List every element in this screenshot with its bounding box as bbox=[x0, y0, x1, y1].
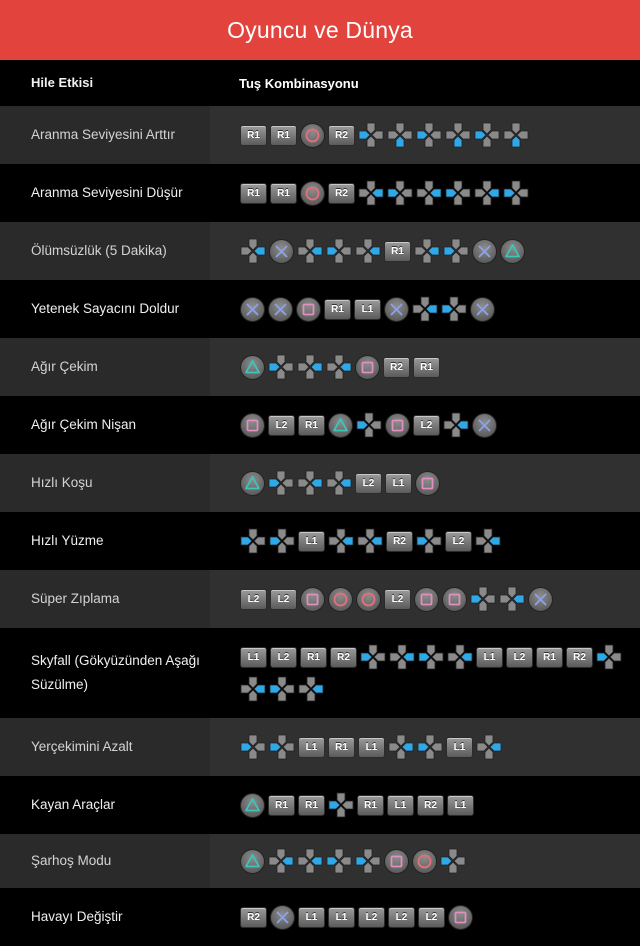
dpad-left-icon bbox=[326, 848, 352, 874]
l1-button-icon: L1 bbox=[446, 737, 473, 758]
l2-button-icon: L2 bbox=[268, 415, 295, 436]
table-row bbox=[0, 222, 640, 280]
dpad-left-icon bbox=[269, 734, 295, 760]
key-combination bbox=[210, 238, 640, 264]
dpad-left-icon bbox=[268, 354, 294, 380]
table-row bbox=[0, 834, 640, 888]
cross-button-icon bbox=[240, 297, 265, 322]
dpad-right-icon bbox=[416, 180, 442, 206]
square-button-icon bbox=[448, 905, 473, 930]
l1-button-icon: L1 bbox=[328, 907, 355, 928]
cheat-effect-label: Yetenek Sayacını Doldur bbox=[31, 301, 180, 316]
r2-button-icon: R2 bbox=[328, 125, 355, 146]
square-button-icon bbox=[414, 587, 439, 612]
cheat-effect-label: Süper Zıplama bbox=[31, 591, 120, 606]
r1-button-icon: R1 bbox=[298, 415, 325, 436]
r1-button-icon: R1 bbox=[270, 183, 297, 204]
table-header bbox=[0, 60, 640, 106]
cheat-effect-label: Şarhoş Modu bbox=[31, 853, 112, 868]
key-combination bbox=[210, 354, 640, 380]
l1-button-icon: L1 bbox=[298, 907, 325, 928]
square-button-icon bbox=[442, 587, 467, 612]
dpad-right-icon bbox=[447, 644, 473, 670]
l2-button-icon: L2 bbox=[418, 907, 445, 928]
key-combination bbox=[210, 180, 640, 206]
r1-button-icon: R1 bbox=[240, 125, 267, 146]
triangle-button-icon bbox=[240, 793, 265, 818]
square-button-icon bbox=[385, 413, 410, 438]
table-row bbox=[0, 396, 640, 454]
dpad-right-icon bbox=[297, 238, 323, 264]
dpad-right-icon bbox=[355, 238, 381, 264]
cheat-table bbox=[0, 106, 640, 946]
dpad-right-icon bbox=[357, 528, 383, 554]
table-row bbox=[0, 280, 640, 338]
dpad-left-icon bbox=[440, 848, 466, 874]
cheat-effect-label: Ağır Çekim Nişan bbox=[31, 417, 137, 432]
triangle-button-icon bbox=[328, 413, 353, 438]
dpad-right-icon bbox=[414, 238, 440, 264]
cross-button-icon bbox=[384, 297, 409, 322]
l1-button-icon: L1 bbox=[240, 647, 267, 668]
dpad-left-icon bbox=[240, 528, 266, 554]
r2-button-icon: R2 bbox=[417, 795, 444, 816]
table-row bbox=[0, 454, 640, 512]
cheat-effect-label: Ölümsüzlük (5 Dakika) bbox=[31, 243, 167, 258]
triangle-button-icon bbox=[240, 355, 265, 380]
key-combination bbox=[210, 848, 640, 874]
dpad-right-icon bbox=[476, 734, 502, 760]
dpad-left-icon bbox=[417, 734, 443, 760]
dpad-left-icon bbox=[445, 180, 471, 206]
dpad-right-icon bbox=[388, 734, 414, 760]
circle-button-icon bbox=[300, 123, 325, 148]
key-combination bbox=[210, 412, 640, 438]
key-combination bbox=[210, 528, 640, 554]
circle-button-icon bbox=[412, 849, 437, 874]
dpad-right-icon bbox=[499, 586, 525, 612]
key-combination bbox=[210, 122, 640, 148]
dpad-right-icon bbox=[297, 354, 323, 380]
square-button-icon bbox=[296, 297, 321, 322]
r1-button-icon: R1 bbox=[270, 125, 297, 146]
dpad-left-icon bbox=[326, 238, 352, 264]
cross-button-icon bbox=[528, 587, 553, 612]
cheat-effect-label: Havayı Değiştir bbox=[31, 909, 123, 924]
dpad-left-icon bbox=[268, 470, 294, 496]
key-combination bbox=[210, 905, 640, 930]
square-button-icon bbox=[355, 355, 380, 380]
table-row bbox=[0, 338, 640, 396]
l2-button-icon: L2 bbox=[358, 907, 385, 928]
r2-button-icon: R2 bbox=[386, 531, 413, 552]
dpad-right-icon bbox=[240, 676, 266, 702]
r2-button-icon: R2 bbox=[383, 357, 410, 378]
l1-button-icon: L1 bbox=[298, 531, 325, 552]
dpad-right-icon bbox=[358, 180, 384, 206]
triangle-button-icon bbox=[500, 239, 525, 264]
r2-button-icon: R2 bbox=[566, 647, 593, 668]
l2-button-icon: L2 bbox=[270, 647, 297, 668]
square-button-icon bbox=[415, 471, 440, 496]
l1-button-icon: L1 bbox=[447, 795, 474, 816]
column-header-combo: Tuş Kombinasyonu bbox=[239, 75, 359, 91]
l2-button-icon: L2 bbox=[506, 647, 533, 668]
cheat-effect-label: Yerçekimini Azalt bbox=[31, 739, 133, 754]
r2-button-icon: R2 bbox=[328, 183, 355, 204]
cheat-effect-label: Hızlı Koşu bbox=[31, 475, 93, 490]
l2-button-icon: L2 bbox=[413, 415, 440, 436]
l2-button-icon: L2 bbox=[384, 589, 411, 610]
key-combination bbox=[210, 792, 640, 818]
dpad-left-icon bbox=[358, 122, 384, 148]
l2-button-icon: L2 bbox=[240, 589, 267, 610]
dpad-right-icon bbox=[389, 644, 415, 670]
square-button-icon bbox=[240, 413, 265, 438]
cheat-effect-label: Hızlı Yüzme bbox=[31, 533, 104, 548]
l1-button-icon: L1 bbox=[354, 299, 381, 320]
table-row bbox=[0, 512, 640, 570]
circle-button-icon bbox=[328, 587, 353, 612]
dpad-right-icon bbox=[297, 848, 323, 874]
l2-button-icon: L2 bbox=[445, 531, 472, 552]
circle-button-icon bbox=[356, 587, 381, 612]
dpad-right-icon bbox=[268, 848, 294, 874]
l1-button-icon: L1 bbox=[298, 737, 325, 758]
l2-button-icon: L2 bbox=[270, 589, 297, 610]
r1-button-icon: R1 bbox=[384, 241, 411, 262]
dpad-left-icon bbox=[240, 734, 266, 760]
table-row bbox=[0, 888, 640, 946]
cross-button-icon bbox=[470, 297, 495, 322]
table-row bbox=[0, 570, 640, 628]
triangle-button-icon bbox=[240, 471, 265, 496]
cheat-effect-label: Skyfall (Gökyüzünden Aşağı Süzülme) bbox=[31, 653, 200, 692]
table-row bbox=[0, 106, 640, 164]
dpad-left-icon bbox=[360, 644, 386, 670]
dpad-right-icon bbox=[297, 470, 323, 496]
dpad-left-icon bbox=[470, 586, 496, 612]
cheat-effect-label: Kayan Araçlar bbox=[31, 797, 116, 812]
dpad-left-icon bbox=[503, 180, 529, 206]
dpad-left-icon bbox=[269, 676, 295, 702]
triangle-button-icon bbox=[240, 849, 265, 874]
cross-button-icon bbox=[269, 239, 294, 264]
dpad-left-icon bbox=[418, 644, 444, 670]
r1-button-icon: R1 bbox=[413, 357, 440, 378]
dpad-right-icon bbox=[240, 238, 266, 264]
dpad-right-icon bbox=[326, 354, 352, 380]
cheat-effect-label: Aranma Seviyesini Düşür bbox=[31, 185, 183, 200]
r1-button-icon: R1 bbox=[536, 647, 563, 668]
table-row bbox=[0, 776, 640, 834]
cross-button-icon bbox=[270, 905, 295, 930]
dpad-down-icon bbox=[503, 122, 529, 148]
r1-button-icon: R1 bbox=[240, 183, 267, 204]
dpad-left-icon bbox=[596, 644, 622, 670]
key-combination bbox=[210, 586, 640, 612]
square-button-icon bbox=[300, 587, 325, 612]
cross-button-icon bbox=[472, 239, 497, 264]
cheat-effect-label: Aranma Seviyesini Arttır bbox=[31, 127, 176, 142]
l2-button-icon: L2 bbox=[388, 907, 415, 928]
dpad-left-icon bbox=[356, 412, 382, 438]
r1-button-icon: R1 bbox=[298, 795, 325, 816]
dpad-right-icon bbox=[298, 676, 324, 702]
l1-button-icon: L1 bbox=[476, 647, 503, 668]
dpad-left-icon bbox=[416, 528, 442, 554]
r1-button-icon: R1 bbox=[328, 737, 355, 758]
key-combination bbox=[210, 470, 640, 496]
key-combination bbox=[210, 734, 640, 760]
l1-button-icon: L1 bbox=[387, 795, 414, 816]
dpad-left-icon bbox=[443, 238, 469, 264]
cheat-effect-label: Ağır Çekim bbox=[31, 359, 98, 374]
page-title: Oyuncu ve Dünya bbox=[0, 0, 640, 60]
l1-button-icon: L1 bbox=[358, 737, 385, 758]
r1-button-icon: R1 bbox=[300, 647, 327, 668]
dpad-right-icon bbox=[328, 528, 354, 554]
dpad-right-icon bbox=[412, 296, 438, 322]
circle-button-icon bbox=[300, 181, 325, 206]
dpad-left-icon bbox=[387, 180, 413, 206]
table-row bbox=[0, 718, 640, 776]
l1-button-icon: L1 bbox=[385, 473, 412, 494]
table-row bbox=[0, 628, 640, 718]
r2-button-icon: R2 bbox=[240, 907, 267, 928]
key-combination bbox=[210, 644, 640, 702]
dpad-left-icon bbox=[328, 792, 354, 818]
cross-button-icon bbox=[268, 297, 293, 322]
dpad-right-icon bbox=[326, 470, 352, 496]
r1-button-icon: R1 bbox=[324, 299, 351, 320]
column-header-effect: Hile Etkisi bbox=[31, 75, 94, 90]
dpad-right-icon bbox=[474, 180, 500, 206]
r1-button-icon: R1 bbox=[268, 795, 295, 816]
dpad-left-icon bbox=[441, 296, 467, 322]
dpad-left-icon bbox=[269, 528, 295, 554]
dpad-left-icon bbox=[355, 848, 381, 874]
dpad-down-icon bbox=[387, 122, 413, 148]
dpad-right-icon bbox=[475, 528, 501, 554]
r2-button-icon: R2 bbox=[330, 647, 357, 668]
r1-button-icon: R1 bbox=[357, 795, 384, 816]
cross-button-icon bbox=[472, 413, 497, 438]
key-combination bbox=[210, 296, 640, 322]
dpad-left-icon bbox=[474, 122, 500, 148]
dpad-left-icon bbox=[416, 122, 442, 148]
square-button-icon bbox=[384, 849, 409, 874]
table-row bbox=[0, 164, 640, 222]
l2-button-icon: L2 bbox=[355, 473, 382, 494]
dpad-right-icon bbox=[443, 412, 469, 438]
dpad-down-icon bbox=[445, 122, 471, 148]
